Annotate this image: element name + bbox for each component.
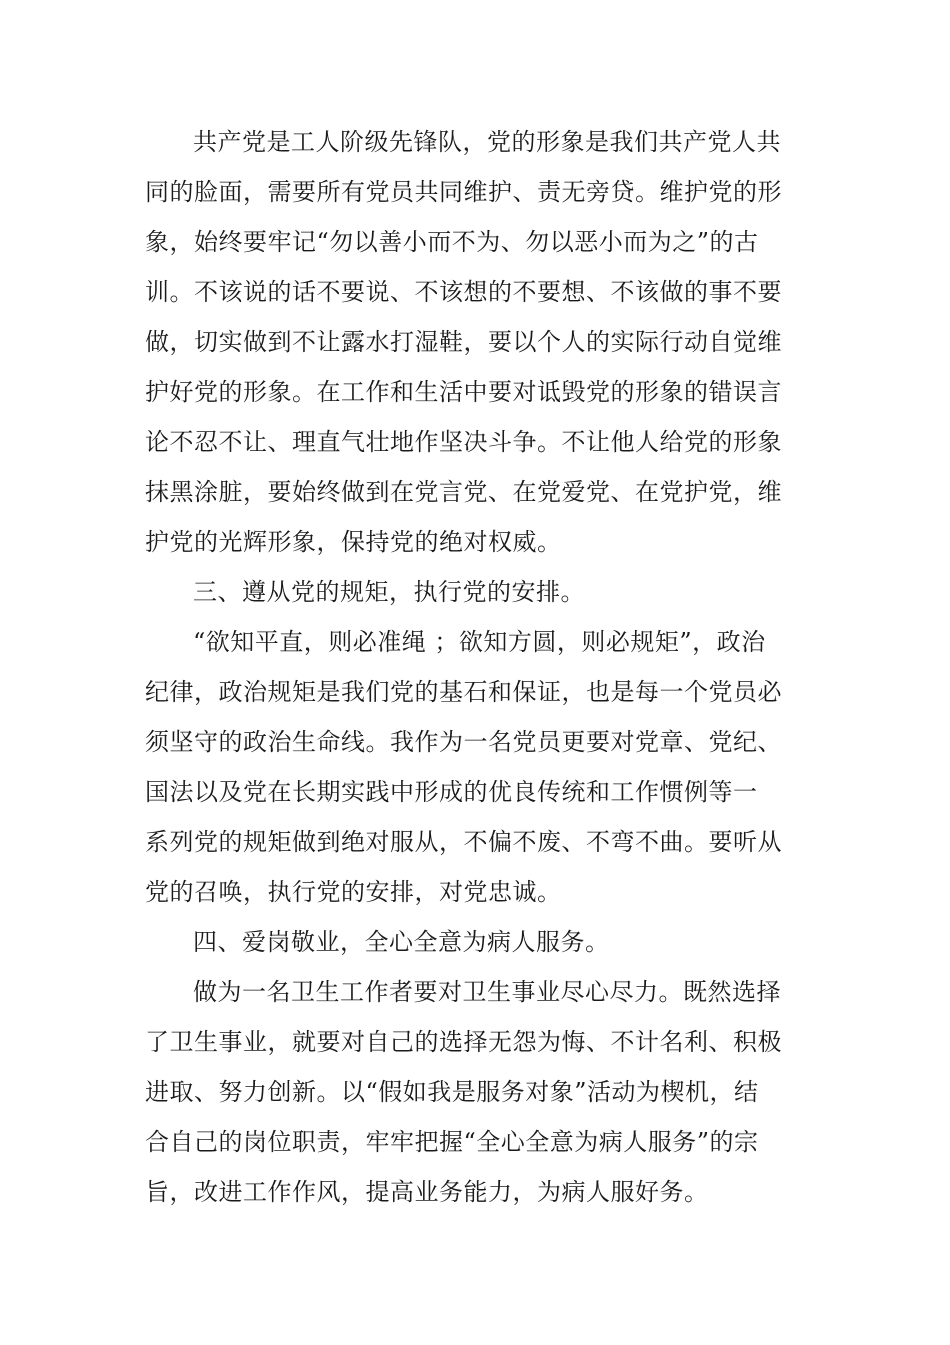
section-heading: 三、遵从党的规矩，执行党的安排。 bbox=[193, 578, 585, 606]
section-heading: 四、爱岗敬业，全心全意为病人服务。 bbox=[193, 928, 610, 956]
text-line: 共产党是工人阶级先锋队，党的形象是我们共产党人共 bbox=[193, 128, 781, 156]
text-line: “欲知平直，则必准绳 ；欲知方圆，则必规矩”，政治 bbox=[193, 628, 766, 656]
text-line: 论不忍不让、理直气壮地作坚决斗争。不让他人给党的形象 bbox=[145, 428, 782, 456]
text-line: 做，切实做到不让露水打湿鞋，要以个人的实际行动自觉维 bbox=[145, 328, 782, 356]
text-line: 纪律，政治规矩是我们党的基石和保证，也是每一个党员必 bbox=[145, 678, 782, 706]
text-line: 系列党的规矩做到绝对服从，不偏不废、不弯不曲。要听从 bbox=[145, 828, 782, 856]
text-line: 了卫生事业，就要对自己的选择无怨为悔、不计名利、积极 bbox=[145, 1028, 782, 1056]
text-line: 旨，改进工作作风，提高业务能力，为病人服好务。 bbox=[145, 1178, 709, 1206]
text-line: 进取、努力创新。以“假如我是服务对象”活动为楔机，结 bbox=[145, 1078, 759, 1106]
text-line: 训。不该说的话不要说、不该想的不要想、不该做的事不要 bbox=[145, 278, 782, 306]
text-line: 抹黑涂脏，要始终做到在党言党、在党爱党、在党护党，维 bbox=[145, 478, 782, 506]
text-line: 党的召唤，执行党的安排，对党忠诚。 bbox=[145, 878, 562, 906]
text-line: 同的脸面，需要所有党员共同维护、责无旁贷。维护党的形 bbox=[145, 178, 782, 206]
text-line: 须坚守的政治生命线。我作为一名党员更要对党章、党纪、 bbox=[145, 728, 782, 756]
text-line: 象，始终要牢记“勿以善小而不为、勿以恶小而为之”的古 bbox=[145, 228, 759, 256]
text-line: 做为一名卫生工作者要对卫生事业尽心尽力。既然选择 bbox=[193, 978, 781, 1006]
text-line: 护好党的形象。在工作和生活中要对诋毁党的形象的错误言 bbox=[145, 378, 782, 406]
text-line: 护党的光辉形象，保持党的绝对权威。 bbox=[145, 528, 562, 556]
text-line: 合自己的岗位职责，牢牢把握“全心全意为病人服务”的宗 bbox=[145, 1128, 759, 1156]
text-line: 国法以及党在长期实践中形成的优良传统和工作惯例等一 bbox=[145, 778, 758, 806]
